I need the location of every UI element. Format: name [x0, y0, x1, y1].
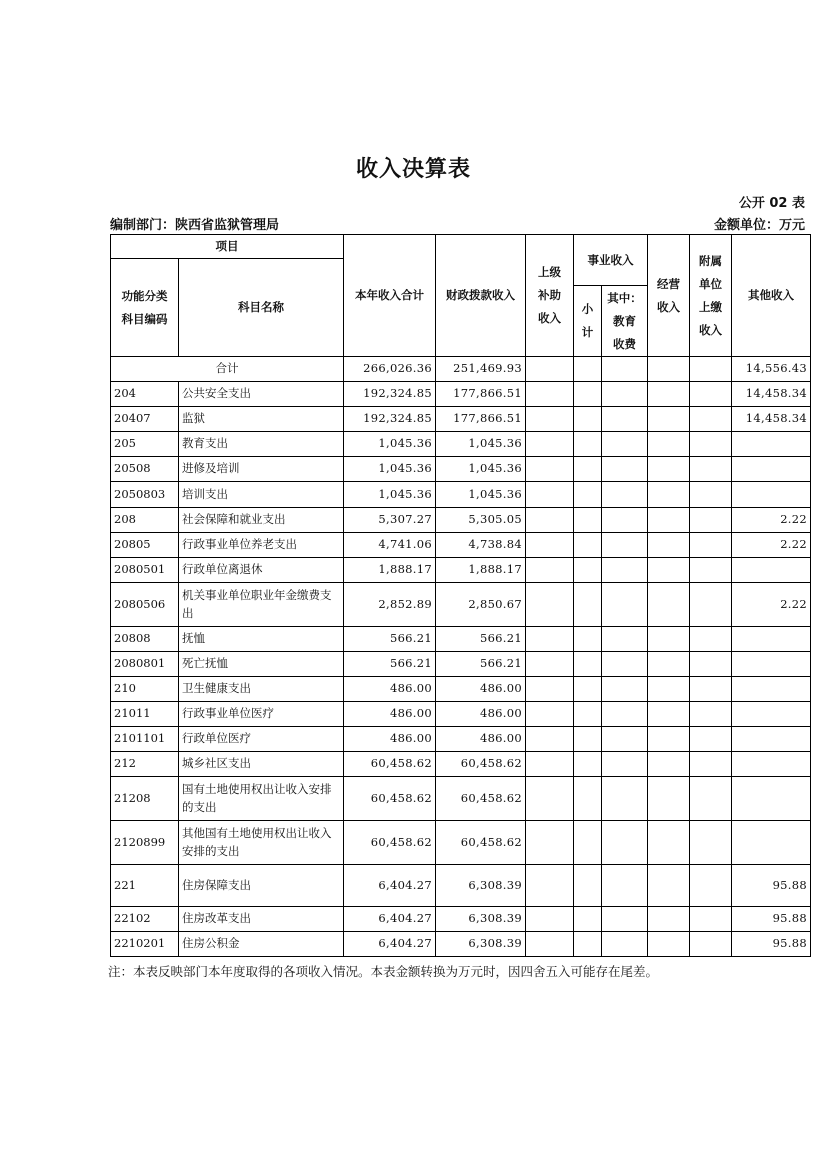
- empty-cell: [648, 508, 690, 533]
- row-other: [732, 432, 811, 457]
- empty-cell: [690, 382, 732, 407]
- empty-cell: [574, 627, 602, 652]
- row-other: 2.22: [732, 533, 811, 558]
- row-code: 2101101: [111, 727, 179, 752]
- empty-cell: [526, 821, 574, 865]
- empty-cell: [648, 533, 690, 558]
- empty-cell: [574, 407, 602, 432]
- row-other: 95.88: [732, 932, 811, 957]
- empty-cell: [602, 508, 648, 533]
- row-name: 机关事业单位职业年金缴费支出: [179, 583, 344, 627]
- empty-cell: [602, 652, 648, 677]
- row-name: 行政事业单位医疗: [179, 702, 344, 727]
- row-name: 教育支出: [179, 432, 344, 457]
- empty-cell: [648, 382, 690, 407]
- total-row: [111, 357, 811, 382]
- header-subtotal-line1: 小: [581, 302, 594, 316]
- header-business: 事业收入: [574, 235, 648, 286]
- empty-cell: [602, 382, 648, 407]
- empty-cell: [648, 457, 690, 482]
- empty-cell: [648, 865, 690, 907]
- empty-cell: [574, 777, 602, 821]
- row-fiscal: 2,850.67: [436, 583, 526, 627]
- row-code: 2080501: [111, 558, 179, 583]
- row-name: 抚恤: [179, 627, 344, 652]
- row-code: 2080801: [111, 652, 179, 677]
- footnote: 注：本表反映部门本年度取得的各项收入情况。本表金额转换为万元时，因四舍五入可能存在尾差。: [108, 964, 659, 979]
- row-fiscal: 60,458.62: [436, 752, 526, 777]
- row-name: 行政单位离退休: [179, 558, 344, 583]
- form-number: 公开 02 表: [738, 196, 805, 211]
- empty-cell: [648, 558, 690, 583]
- row-other: 95.88: [732, 907, 811, 932]
- empty-cell: [648, 482, 690, 508]
- empty-cell: [574, 677, 602, 702]
- empty-cell: [602, 907, 648, 932]
- empty-cell: [648, 932, 690, 957]
- total-amount: 266,026.36: [344, 357, 436, 382]
- row-code: 20407: [111, 407, 179, 432]
- empty-cell: [526, 752, 574, 777]
- row-total: 60,458.62: [344, 752, 436, 777]
- row-name: 培训支出: [179, 482, 344, 508]
- empty-cell: [602, 777, 648, 821]
- empty-cell: [690, 752, 732, 777]
- empty-cell: [574, 482, 602, 508]
- empty-cell: [574, 382, 602, 407]
- row-fiscal: 177,866.51: [436, 407, 526, 432]
- empty-cell: [690, 482, 732, 508]
- empty-cell: [526, 777, 574, 821]
- empty-cell: [526, 627, 574, 652]
- row-total: 566.21: [344, 652, 436, 677]
- row-code: 22102: [111, 907, 179, 932]
- header-fiscal: 财政拨款收入: [436, 235, 526, 357]
- header-item: 项目: [111, 235, 344, 259]
- table-row: [111, 865, 811, 907]
- row-name: 行政事业单位养老支出: [179, 533, 344, 558]
- empty-cell: [526, 432, 574, 457]
- empty-cell: [690, 865, 732, 907]
- empty-cell: [690, 677, 732, 702]
- empty-cell: [574, 865, 602, 907]
- empty-cell: [690, 727, 732, 752]
- row-fiscal: 177,866.51: [436, 382, 526, 407]
- empty-cell: [648, 583, 690, 627]
- row-total: 2,852.89: [344, 583, 436, 627]
- row-fiscal: 60,458.62: [436, 777, 526, 821]
- table-row: [111, 652, 811, 677]
- empty-cell: [574, 821, 602, 865]
- empty-cell: [526, 727, 574, 752]
- row-total: 6,404.27: [344, 865, 436, 907]
- header-other: 其他收入: [732, 235, 811, 357]
- row-other: 14,458.34: [732, 407, 811, 432]
- row-fiscal: 486.00: [436, 702, 526, 727]
- table-row: [111, 821, 811, 865]
- row-fiscal: 60,458.62: [436, 821, 526, 865]
- header-subtotal-line2: 计: [581, 325, 594, 339]
- table-row: [111, 558, 811, 583]
- empty-cell: [602, 932, 648, 957]
- row-fiscal: 1,045.36: [436, 457, 526, 482]
- empty-cell: [690, 932, 732, 957]
- empty-cell: [526, 482, 574, 508]
- row-other: [732, 457, 811, 482]
- header-row: [111, 235, 811, 259]
- row-other: [732, 727, 811, 752]
- row-other: [732, 702, 811, 727]
- row-total: 486.00: [344, 702, 436, 727]
- header-superior-line1: 上级: [538, 265, 561, 279]
- row-code: 205: [111, 432, 179, 457]
- table-row: [111, 907, 811, 932]
- row-fiscal: 486.00: [436, 677, 526, 702]
- empty-cell: [648, 907, 690, 932]
- row-name: 住房公积金: [179, 932, 344, 957]
- row-total: 60,458.62: [344, 821, 436, 865]
- row-code: 2210201: [111, 932, 179, 957]
- table-row: [111, 777, 811, 821]
- empty-cell: [526, 865, 574, 907]
- total-other: 14,556.43: [732, 357, 811, 382]
- row-other: [732, 627, 811, 652]
- row-code: 221: [111, 865, 179, 907]
- empty-cell: [602, 627, 648, 652]
- table-row: [111, 482, 811, 508]
- empty-cell: [648, 752, 690, 777]
- row-code: 208: [111, 508, 179, 533]
- row-total: 192,324.85: [344, 407, 436, 432]
- row-name: 死亡抚恤: [179, 652, 344, 677]
- empty-cell: [574, 558, 602, 583]
- empty-cell: [574, 432, 602, 457]
- empty-cell: [526, 932, 574, 957]
- empty-cell: [574, 752, 602, 777]
- empty-cell: [690, 583, 732, 627]
- header-affiliated-line1: 附属: [699, 253, 722, 268]
- row-fiscal: 1,045.36: [436, 432, 526, 457]
- table-row: [111, 932, 811, 957]
- row-code: 2080506: [111, 583, 179, 627]
- row-total: 1,045.36: [344, 482, 436, 508]
- empty-cell: [648, 627, 690, 652]
- empty-cell: [602, 457, 648, 482]
- empty-cell: [690, 821, 732, 865]
- table-row: [111, 533, 811, 558]
- row-total: 1,045.36: [344, 432, 436, 457]
- empty-cell: [526, 382, 574, 407]
- empty-cell: [526, 533, 574, 558]
- header-superior-line2: 补助: [538, 288, 561, 302]
- table-row: [111, 702, 811, 727]
- empty-cell: [690, 407, 732, 432]
- empty-cell: [648, 652, 690, 677]
- empty-cell: [526, 558, 574, 583]
- empty-cell: [648, 727, 690, 752]
- empty-cell: [574, 702, 602, 727]
- header-superior: [526, 235, 574, 357]
- empty-cell: [690, 457, 732, 482]
- empty-cell: [690, 627, 732, 652]
- table-row: [111, 382, 811, 407]
- row-code: 20808: [111, 627, 179, 652]
- header-subject-name: 科目名称: [179, 259, 344, 357]
- table-row: [111, 627, 811, 652]
- row-fiscal: 566.21: [436, 627, 526, 652]
- empty-cell: [648, 677, 690, 702]
- table-row: [111, 727, 811, 752]
- empty-cell: [602, 821, 648, 865]
- empty-cell: [690, 432, 732, 457]
- table-row: [111, 508, 811, 533]
- row-other: [732, 677, 811, 702]
- empty-cell: [690, 907, 732, 932]
- empty-cell: [574, 727, 602, 752]
- row-code: 21011: [111, 702, 179, 727]
- empty-cell: [602, 727, 648, 752]
- row-other: [732, 777, 811, 821]
- row-fiscal: 1,888.17: [436, 558, 526, 583]
- row-code: 212: [111, 752, 179, 777]
- empty-cell: [574, 583, 602, 627]
- empty-cell: [602, 482, 648, 508]
- empty-cell: [602, 533, 648, 558]
- row-fiscal: 6,308.39: [436, 932, 526, 957]
- header-operating-line1: 经营: [657, 276, 680, 291]
- header-edu-fee: [602, 286, 648, 357]
- empty-cell: [526, 583, 574, 627]
- row-code: 204: [111, 382, 179, 407]
- empty-cell: [602, 558, 648, 583]
- header-func-code-line2: 科目编码: [121, 311, 168, 326]
- row-total: 566.21: [344, 627, 436, 652]
- row-code: 2120899: [111, 821, 179, 865]
- row-fiscal: 6,308.39: [436, 907, 526, 932]
- row-name: 国有土地使用权出让收入安排的支出: [179, 777, 344, 821]
- income-table: [110, 234, 811, 957]
- empty-cell: [648, 407, 690, 432]
- empty-cell: [602, 865, 648, 907]
- table-row: [111, 457, 811, 482]
- empty-cell: [526, 652, 574, 677]
- table-row: [111, 432, 811, 457]
- header-affiliated: [690, 235, 732, 357]
- empty-cell: [526, 702, 574, 727]
- row-total: 4,741.06: [344, 533, 436, 558]
- row-total: 486.00: [344, 727, 436, 752]
- row-other: 2.22: [732, 583, 811, 627]
- row-name: 卫生健康支出: [179, 677, 344, 702]
- table-row: [111, 407, 811, 432]
- row-fiscal: 1,045.36: [436, 482, 526, 508]
- header-func-code-line1: 功能分类: [121, 288, 168, 303]
- empty-cell: [602, 702, 648, 727]
- row-total: 6,404.27: [344, 932, 436, 957]
- row-code: 20508: [111, 457, 179, 482]
- header-total: 本年收入合计: [344, 235, 436, 357]
- empty-cell: [690, 508, 732, 533]
- header-edu-line3: 收费: [613, 336, 636, 351]
- page-title: 收入决算表: [355, 156, 471, 182]
- row-code: 20805: [111, 533, 179, 558]
- header-func-code: [111, 259, 179, 357]
- row-total: 192,324.85: [344, 382, 436, 407]
- empty-cell: [648, 821, 690, 865]
- row-other: [732, 558, 811, 583]
- row-fiscal: 566.21: [436, 652, 526, 677]
- row-other: 14,458.34: [732, 382, 811, 407]
- empty-cell: [602, 407, 648, 432]
- empty-cell: [526, 407, 574, 432]
- empty-cell: [574, 533, 602, 558]
- empty-cell: [690, 558, 732, 583]
- header-operating-line2: 收入: [657, 299, 680, 314]
- row-name: 行政单位医疗: [179, 727, 344, 752]
- row-name: 住房保障支出: [179, 865, 344, 907]
- row-total: 1,888.17: [344, 558, 436, 583]
- row-fiscal: 6,308.39: [436, 865, 526, 907]
- row-name: 监狱: [179, 407, 344, 432]
- row-code: 2050803: [111, 482, 179, 508]
- row-code: 21208: [111, 777, 179, 821]
- total-label: 合计: [111, 357, 344, 382]
- table-row: [111, 583, 811, 627]
- empty-cell: [602, 432, 648, 457]
- empty-cell: [648, 432, 690, 457]
- row-other: [732, 652, 811, 677]
- empty-cell: [574, 652, 602, 677]
- header-affiliated-line3: 上缴: [699, 299, 722, 314]
- row-fiscal: 4,738.84: [436, 533, 526, 558]
- row-name: 城乡社区支出: [179, 752, 344, 777]
- empty-cell: [574, 457, 602, 482]
- row-total: 1,045.36: [344, 457, 436, 482]
- empty-cell: [602, 752, 648, 777]
- row-code: 210: [111, 677, 179, 702]
- row-fiscal: 5,305.05: [436, 508, 526, 533]
- row-name: 公共安全支出: [179, 382, 344, 407]
- header-superior-line3: 收入: [538, 311, 561, 325]
- header-edu-line2: 教育: [613, 313, 636, 328]
- row-total: 6,404.27: [344, 907, 436, 932]
- row-name: 其他国有土地使用权出让收入安排的支出: [179, 821, 344, 865]
- table-row: [111, 752, 811, 777]
- row-other: [732, 821, 811, 865]
- table-row: [111, 677, 811, 702]
- empty-cell: [602, 677, 648, 702]
- empty-cell: [526, 677, 574, 702]
- row-name: 住房改革支出: [179, 907, 344, 932]
- row-name: 社会保障和就业支出: [179, 508, 344, 533]
- row-other: [732, 752, 811, 777]
- header-operating: [648, 235, 690, 357]
- empty-cell: [574, 907, 602, 932]
- empty-cell: [602, 583, 648, 627]
- empty-cell: [690, 652, 732, 677]
- empty-cell: [526, 508, 574, 533]
- row-fiscal: 486.00: [436, 727, 526, 752]
- header-affiliated-line2: 单位: [699, 276, 722, 291]
- row-name: 进修及培训: [179, 457, 344, 482]
- header-affiliated-line4: 收入: [699, 322, 722, 337]
- empty-cell: [690, 533, 732, 558]
- total-fiscal: 251,469.93: [436, 357, 526, 382]
- empty-cell: [574, 932, 602, 957]
- empty-cell: [526, 907, 574, 932]
- row-total: 60,458.62: [344, 777, 436, 821]
- header-subtotal: [574, 286, 602, 357]
- row-other: 2.22: [732, 508, 811, 533]
- header-edu-line1: 其中：: [607, 290, 642, 305]
- empty-cell: [648, 777, 690, 821]
- empty-cell: [690, 777, 732, 821]
- row-total: 486.00: [344, 677, 436, 702]
- empty-cell: [526, 457, 574, 482]
- row-other: 95.88: [732, 865, 811, 907]
- row-other: [732, 482, 811, 508]
- compiling-department: 编制部门：陕西省监狱管理局: [110, 218, 280, 233]
- empty-cell: [648, 702, 690, 727]
- empty-cell: [574, 508, 602, 533]
- amount-unit: 金额单位：万元: [713, 218, 805, 233]
- empty-cell: [690, 702, 732, 727]
- row-total: 5,307.27: [344, 508, 436, 533]
